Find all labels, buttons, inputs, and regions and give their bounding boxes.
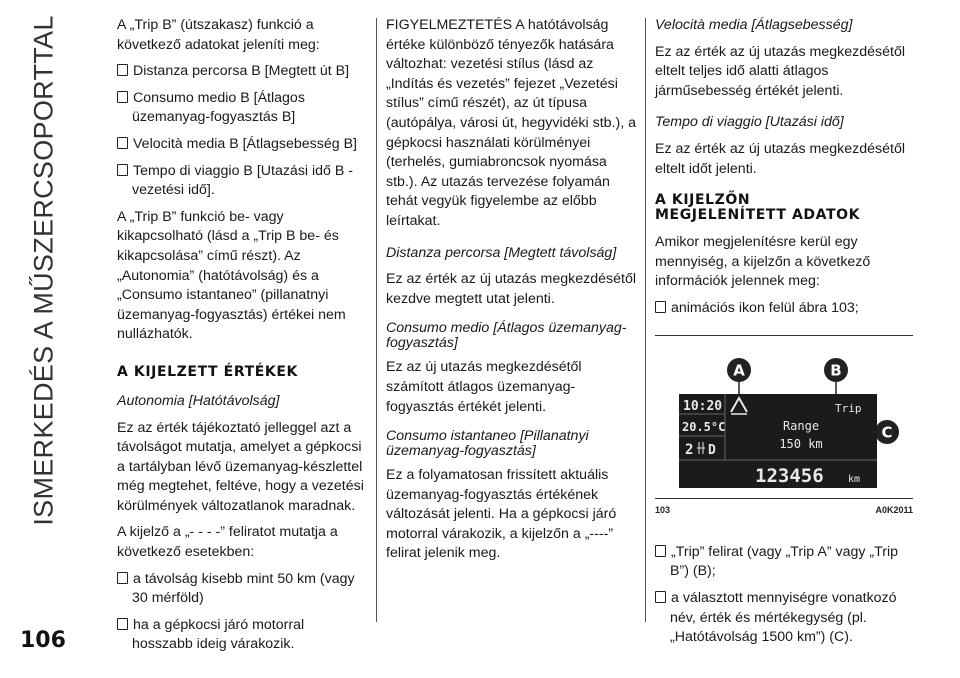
- subheading: Distanza percorsa [Megtett távolság]: [386, 244, 617, 261]
- callout-a: [727, 358, 751, 382]
- subheading: Tempo di viaggio [Utazási idő]: [655, 114, 844, 131]
- display-quantity-value: 150 km: [779, 436, 823, 451]
- display-quantity-name: Range: [782, 418, 820, 433]
- paragraph: A „Trip B” funkció be- vagy kikapcsolható (lásd a „Trip B be- és kikapcsolása” című részt). Az „Autonomia” (hatótávolság) és a „Consumo istantaneo” (pillanatnyi üzemanyag-fogyasztás) értékei nem nullázhatók.: [117, 208, 346, 343]
- display-gear-suffix: D: [708, 442, 716, 458]
- column-2: [386, 16, 636, 571]
- list-item: a választott mennyiségre vonatkozó név, érték és mértékegység (pl. „Hatótávolság 1500 km”) (C).: [655, 589, 913, 648]
- figure-103: [655, 335, 913, 521]
- paragraph: Ez az érték tájékoztató jelleggel azt a távolságot mutatja, amelyet a gépkocsi a tartályban lévő üzemanyag-készlettel még megtehet, feltéve, hogy a vezetési körülmények változatlanok maradnak.: [117, 419, 364, 514]
- list-item: Velocità media B [Átlagsebesség B]: [117, 135, 367, 155]
- paragraph: A kijelző a „- - - -” feliratot mutatja a következő esetekben:: [117, 524, 338, 561]
- display-time: 10:20: [683, 398, 723, 414]
- svg-text:B: B: [830, 361, 842, 380]
- callout-b: [824, 358, 848, 382]
- callout-c: [875, 420, 899, 444]
- figure-caption: [655, 498, 913, 521]
- list-item: a távolság kisebb mint 50 km (vagy 30 mérföld): [117, 570, 367, 609]
- subheading: Velocità media [Átlagsebesség]: [655, 17, 853, 33]
- column-3: [655, 16, 913, 655]
- paragraph: Ez a folyamatosan frissített aktuális üzemanyag-fogyasztás értékének változását jelenti. Ha a gépkocsi járó motorral várakozik, a kijelzőn a „----” felirat jelenik meg.: [386, 467, 617, 562]
- section-heading: A KIJELZETT ÉRTÉKEK: [117, 363, 298, 380]
- warning-paragraph: FIGYELMEZTETÉS A hatótávolság értéke különböző tényezők hatására változhat: vezetési stílus (lásd az „Indítás és vezetés” fejezet „Vezetési stílus” című részét), az út típusa (autópálya, városi út, hegyvidéki stb.), a gépkocsi használati körülményei (terhelés, gumiabroncsok nyomása stb.). Az utazás tervezése folyamán tehát vegyük figyelembe az előbb leírtakat.: [386, 17, 636, 229]
- list-item: ha a gépkocsi járó motorral hosszabb ideig várakozik.: [117, 616, 367, 655]
- side-chapter-title-text: ISMERKEDÉS A MŰSZERCSOPORTTAL: [28, 14, 59, 526]
- subheading: Autonomia [Hatótávolság]: [117, 392, 280, 409]
- display-trip-label: Trip: [835, 401, 862, 415]
- section-heading: [655, 193, 913, 223]
- display-odometer-unit: km: [848, 473, 861, 485]
- display-odometer: 123456: [755, 464, 824, 487]
- subheading: Consumo istantaneo [Pillanatnyi üzemanyag-fogyasztás]: [386, 428, 589, 460]
- list-item: animációs ikon felül ábra 103;: [655, 299, 913, 319]
- list-item: „Trip” felirat (vagy „Trip A” vagy „Trip B”) (B);: [655, 543, 913, 582]
- figure-number: 103: [655, 505, 671, 516]
- figure-code: A0K2011: [875, 505, 913, 516]
- svg-text:C: C: [881, 423, 893, 442]
- paragraph: Ez az érték az új utazás megkezdésétől eltelt időt jelenti.: [655, 140, 905, 177]
- intro-paragraph: A „Trip B” (útszakasz) funkció a következő adatokat jeleníti meg:: [117, 17, 320, 53]
- column-divider: [645, 18, 646, 622]
- instrument-display-illustration: [655, 340, 913, 492]
- paragraph: Ez az érték az új utazás megkezdésétől eltelt teljes idő alatti átlagos járműsebesség értékét jelenti.: [655, 43, 905, 99]
- page-number: 106: [20, 628, 66, 653]
- column-1: [117, 16, 367, 662]
- paragraph: Ez az új utazás megkezdésétől számított átlagos üzemanyag-fogyasztás értékét jelenti.: [386, 359, 582, 415]
- subheading: Consumo medio [Átlagos üzemanyag-fogyasztás]: [386, 320, 627, 352]
- figure-top-rule: [655, 335, 913, 336]
- paragraph: Ez az érték az új utazás megkezdésétől kezdve megtett utat jelenti.: [386, 271, 636, 307]
- svg-text:A: A: [733, 361, 745, 380]
- column-divider: [376, 18, 377, 622]
- list-item: Tempo di viaggio B [Utazási idő B - vezetési idő].: [117, 162, 367, 201]
- display-gear: 2: [685, 441, 694, 458]
- section-heading-line: A KIJELZŐN: [655, 192, 751, 209]
- display-temperature: 20.5°C: [682, 419, 726, 434]
- side-chapter-title: [18, 10, 70, 530]
- section-heading-line: MEGJELENÍTETT ADATOK: [655, 207, 861, 224]
- paragraph: Amikor megjelenítésre kerül egy mennyiség, a kijelzőn a következő információk jelennek meg:: [655, 234, 871, 290]
- list-item: Distanza percorsa B [Megtett út B]: [117, 62, 367, 82]
- list-item: Consumo medio B [Átlagos üzemanyag-fogyasztás B]: [117, 89, 367, 128]
